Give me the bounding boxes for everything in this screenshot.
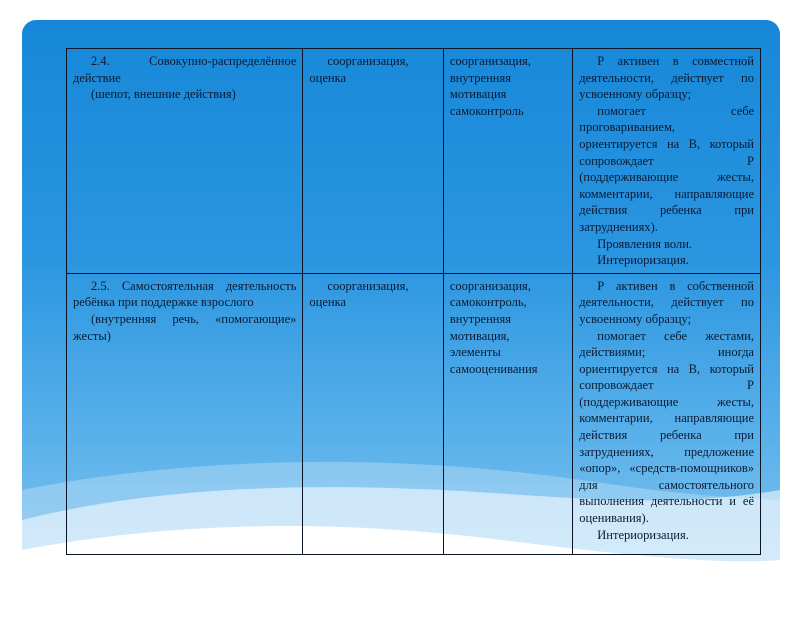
description-text: помогает себе проговариванием, ориентируется на В, который сопровождает Р (поддерживающие жесты, комментарии, направляющие действия ребенка при затруднениях). bbox=[579, 103, 754, 234]
adult-cell bbox=[303, 273, 443, 554]
table-row bbox=[67, 273, 761, 554]
child-text: соорганизация, bbox=[449, 54, 531, 68]
stage-title: 2.4. Совокупно-распределённое действие bbox=[73, 54, 297, 85]
description-cell bbox=[573, 49, 761, 274]
table-row bbox=[67, 49, 761, 274]
description-text: Проявления воли. bbox=[597, 236, 693, 251]
stage-title: 2.5. Самостоятельная деятельность ребёнка при поддержке взрослого bbox=[73, 278, 297, 310]
child-text: самоконтроль, bbox=[449, 295, 527, 310]
child-cell bbox=[443, 273, 572, 554]
description-text: Р активен в совместной деятельности, действует по усвоенному образцу; bbox=[579, 54, 754, 102]
child-text: мотивация, bbox=[449, 328, 510, 343]
child-text: внутренняя bbox=[449, 70, 511, 85]
stage-note: (шепот, внешние действия) bbox=[91, 87, 236, 102]
adult-cell bbox=[303, 49, 443, 274]
stage-cell bbox=[67, 273, 303, 554]
adult-text: соорганизация, оценка bbox=[309, 278, 409, 310]
stage-cell bbox=[67, 49, 303, 274]
child-text: элементы bbox=[449, 345, 501, 360]
description-text: помогает себе жестами, действиями; иногда ориентируется на В, который сопровождает Р (поддерживающие жесты, комментарии, направляющие действия ребенка при затруднениях, предложение «опор», «средств-помощников» для самостоятельного выполнения деятельности и её оценивания). bbox=[579, 328, 754, 526]
child-text: самооценивания bbox=[449, 361, 538, 376]
description-text: Интериоризация. bbox=[597, 527, 689, 542]
stage-note: (внутренняя речь, «помогающие» жесты) bbox=[73, 311, 297, 343]
child-text: внутренняя bbox=[449, 311, 511, 326]
adult-text: соорганизация, оценка bbox=[309, 54, 409, 85]
child-text: самоконтроль bbox=[449, 103, 524, 118]
stages-table bbox=[66, 48, 761, 555]
child-text: соорганизация, bbox=[449, 278, 531, 293]
child-cell bbox=[443, 49, 572, 274]
description-text: Интериоризация. bbox=[597, 253, 689, 268]
child-text: мотивация bbox=[449, 87, 507, 102]
description-cell bbox=[573, 273, 761, 554]
description-text: Р активен в собственной деятельности, действует по усвоенному образцу; bbox=[579, 278, 754, 326]
